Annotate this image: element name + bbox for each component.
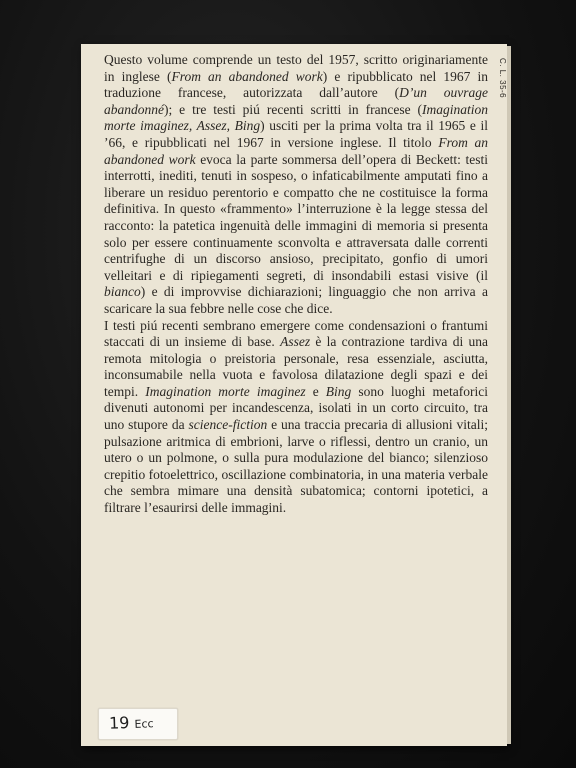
italic-title: Imagination morte imaginez: [145, 383, 306, 399]
text-run: ) usciti per la prima volta tra il 1965 e il ’66, e ripubblicati nel 1967 in versione inglese. Il titolo: [104, 118, 488, 150]
sticker-handwriting: [109, 712, 154, 733]
text-run: e: [305, 383, 326, 399]
sticker-number: 19: [108, 713, 130, 733]
text-run: è la contrazione tardiva di una remota mitologia o preistoria personale, resa essenziale, asciutta, inconsumabile nella vuota e favolosa dilatazione degli spazi e dei tempi.: [104, 334, 488, 399]
book-page-edge: [507, 46, 511, 744]
italic-title: From an abandoned work: [171, 68, 323, 84]
italic-title: Imagination morte imaginez, Assez, Bing: [104, 101, 488, 134]
italic-title: From an abandoned work: [104, 134, 489, 167]
text-run: Questo volume comprende un testo del 1957, scritto originariamente in inglese (: [104, 52, 488, 84]
italic-title: D’un ouvrage abandonné: [104, 85, 488, 117]
text-run: ) e ripubblicato nel 1967 in traduzione francese, autorizzata dall’autore (: [104, 68, 488, 101]
catalog-code: C. L. 35-6: [498, 58, 507, 99]
blurb-paragraph-2: [104, 318, 488, 517]
sticker-suffix: Ecc: [134, 717, 154, 731]
text-run: e una traccia precaria di allusioni vitali; pulsazione aritmica di embrioni, larve o riflessi, dentro un cranio, un utero o un polmone, o sulla pura modulazione del bianco; silenzioso crepitio fotoelettrico, oscillazione combinatoria, in una materia verbale che sembra mimare una densità subatomica; contorni ipotetici, a filtrare l’esaurirsi delle immagini.: [104, 417, 489, 516]
text-run: ); e tre testi piú recenti scritti in francese (: [164, 101, 422, 117]
italic-title: Assez: [280, 334, 311, 350]
text-run: evoca la parte sommersa dell’opera di Beckett: testi interrotti, inediti, tenuti in sospeso, o infaticabilmente amputati fino a liberare un residuo perentorio e compatto che ne costituisce la forma definitiva. In questo «frammento» l’interruzione è la legge stessa del racconto: la patetica ingenuità delle immagini di memoria si presenta solo per essere continuamente sconvolta e attraversata dalle correnti centrifughe di un discorso ansioso, precipitato, gonfio di umori velleitari e di ripiegamenti segreti, di insondabili estasi visive (il: [104, 151, 488, 283]
text-run: sono luoghi metaforici divenuti autonomi per incandescenza, isolati in un corto circuito, tra uno stupore da: [104, 383, 488, 433]
blurb-paragraph-1: [104, 52, 488, 318]
text-run: I testi piú recenti sembrano emergere come condensazioni o frantumi staccati di un insieme di base.: [104, 317, 488, 350]
cover-blurb: [104, 52, 488, 517]
price-sticker: [98, 708, 178, 740]
italic-title: science-fiction: [188, 417, 268, 433]
italic-title: Bing: [325, 383, 352, 399]
italic-title: bianco: [104, 284, 141, 300]
text-run: ) e di improvvise dichiarazioni; linguaggio che non arriva a scaricare la sua febbre nelle cose che dice.: [104, 284, 488, 316]
